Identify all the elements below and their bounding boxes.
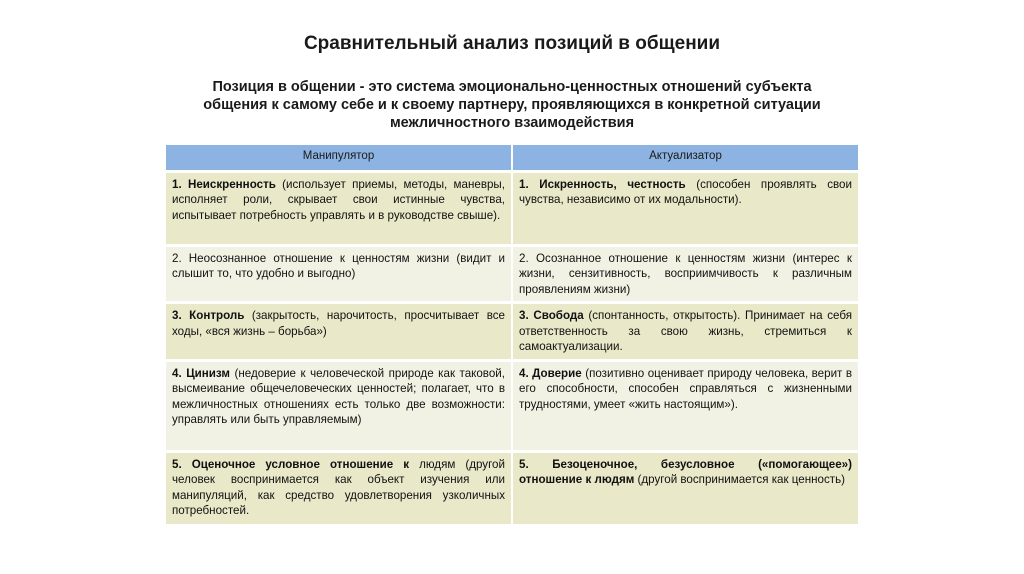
- cell-bold: 5. Безоценочное, безусловное («помогающее») отношение к людям: [519, 457, 852, 486]
- cell-text: (недоверие к человеческой природе как таковой, высмеивание общечеловеческих ценностей; полагает, что в межличностных отношениях есть только две возможности: управлять или быть управляемым): [172, 366, 505, 426]
- cell-text: людям (другой человек воспринимается как объект изучения или манипуляций, как средство удовлетворения узколичных потребностей.: [172, 457, 505, 517]
- table-header-row: [166, 145, 859, 171]
- table-row: [166, 245, 859, 303]
- cell-manipulator: [166, 245, 512, 303]
- cell-bold: 4. Цинизм: [172, 366, 230, 380]
- cell-bold: 1. Неискренность: [172, 177, 276, 191]
- header-manipulator: Манипулятор: [166, 145, 512, 171]
- table-row: [166, 451, 859, 524]
- cell-text: (способен проявлять свои чувства, независимо от их модальности).: [519, 177, 852, 206]
- cell-text: (спонтанность, открытость). Принимает на себя ответственность за свою жизнь, стремиться к самоактуализации.: [519, 309, 852, 353]
- cell-actualizer: [512, 245, 859, 303]
- subtitle-line-2: общения к самому себе и к своему партнеру, проявляющихся в конкретной ситуации: [203, 97, 821, 113]
- cell-manipulator: [166, 303, 512, 361]
- cell-actualizer: [512, 451, 859, 524]
- cell-bold: 1. Искренность, честность: [519, 177, 686, 191]
- cell-text: 2. Осознанное отношение к ценностям жизни (интерес к жизни, сензитивность, восприимчивость к различным проявлениям жизни): [519, 251, 852, 296]
- cell-actualizer: [512, 303, 859, 361]
- cell-text: (позитивно оценивает природу человека, верит в его способности, способен справляться с жизненными трудностями, умеет «жить настоящим»).: [519, 366, 852, 411]
- cell-text: (использует приемы, методы, маневры, исполняет роли, скрывает свои истинные чувства, испытывает потребность управлять и в руководстве свыше).: [172, 177, 505, 222]
- cell-bold: 3. Свобода: [519, 309, 584, 322]
- cell-actualizer: [512, 171, 859, 245]
- subtitle-line-3: межличностного взаимодействия: [389, 115, 635, 131]
- cell-manipulator: [166, 171, 512, 245]
- cell-bold: 4. Доверие: [519, 366, 582, 380]
- comparison-table: [166, 145, 860, 524]
- cell-actualizer: [512, 360, 859, 451]
- definition-subtitle: [150, 78, 874, 132]
- table-row: [166, 171, 859, 245]
- cell-text: (другой воспринимается как ценность): [634, 473, 845, 486]
- table-row: [166, 360, 859, 451]
- cell-bold: 5. Оценочное условное отношение к: [172, 457, 410, 471]
- header-actualizer: Актуализатор: [512, 145, 859, 171]
- page-title: Сравнительный анализ позиций в общении: [303, 33, 721, 54]
- cell-manipulator: [166, 451, 512, 524]
- subtitle-line-1: Позиция в общении - это система эмоционально-ценностных отношений субъекта: [212, 79, 812, 95]
- cell-bold: 3. Контроль: [172, 309, 245, 322]
- cell-text: (закрытость, нарочитость, просчитывает все ходы, «вся жизнь – борьба»): [172, 309, 505, 338]
- table-row: [166, 303, 859, 361]
- cell-text: 2. Неосознанное отношение к ценностям жизни (видит и слышит то, что удобно и выгодно): [172, 251, 505, 280]
- cell-manipulator: [166, 360, 512, 451]
